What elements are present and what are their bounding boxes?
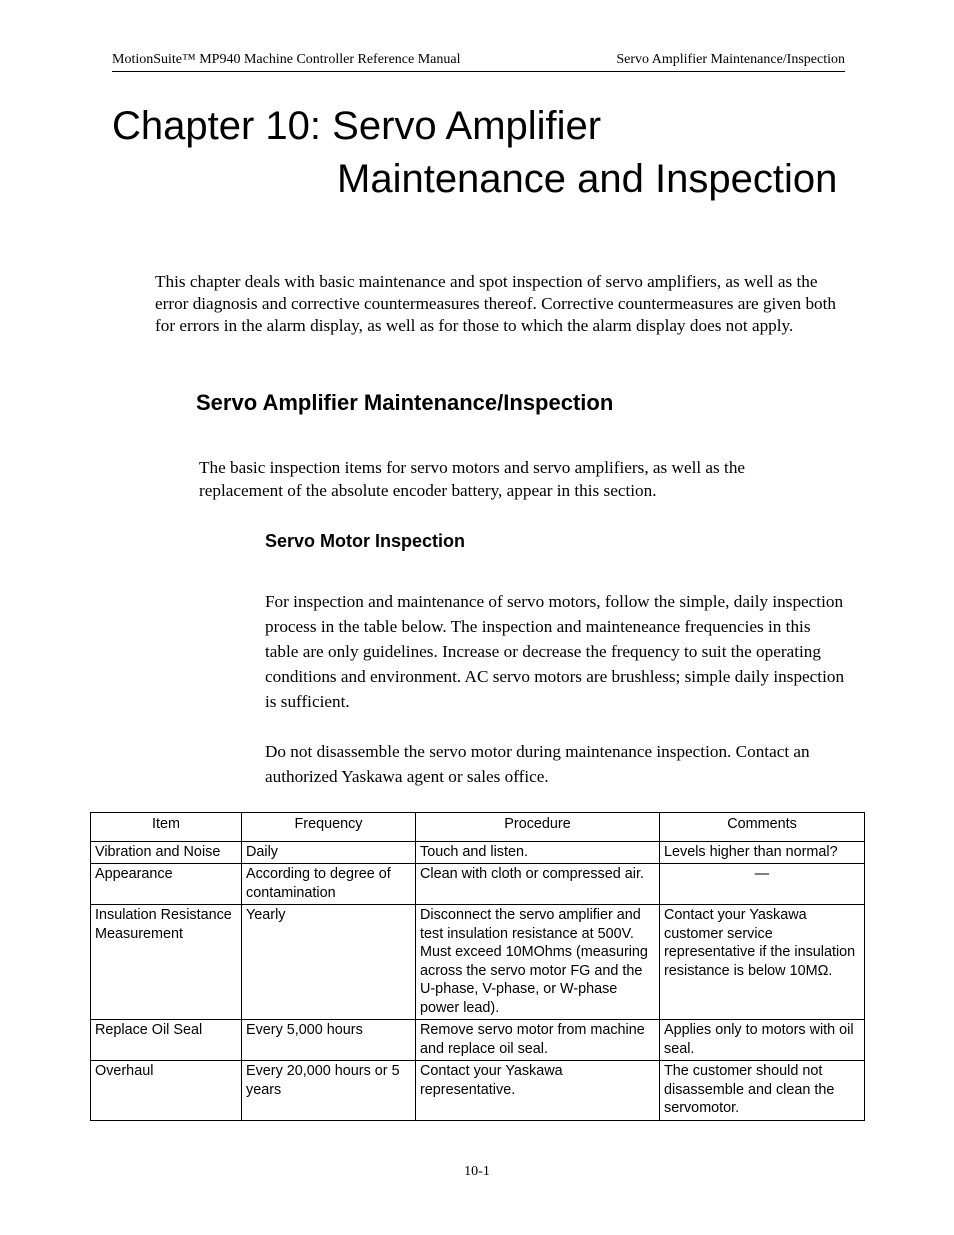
running-header bbox=[112, 52, 845, 72]
chapter-intro-paragraph: This chapter deals with basic maintenance and spot inspection of servo amplifiers, as well as the error diagnosis and corrective countermeasures thereof. Corrective countermeasures are given both for errors in the alarm display, as well as for those to which the alarm display does not apply. bbox=[155, 272, 837, 335]
table-cell: The customer should not disassemble and clean the servomotor. bbox=[660, 1061, 865, 1121]
table-row bbox=[91, 841, 865, 864]
table-cell: According to degree of contamination bbox=[242, 864, 416, 905]
column-header-procedure: Procedure bbox=[416, 813, 660, 842]
table-cell: Insulation Resistance Measurement bbox=[91, 905, 242, 1020]
table-cell: Touch and listen. bbox=[416, 841, 660, 864]
table-cell: Yearly bbox=[242, 905, 416, 1020]
table-cell: Levels higher than normal? bbox=[660, 841, 865, 864]
table-cell: Clean with cloth or compressed air. bbox=[416, 864, 660, 905]
section-header-title: Servo Amplifier Maintenance/Inspection bbox=[616, 52, 845, 67]
column-header-comments: Comments bbox=[660, 813, 865, 842]
chapter-title-line-2: Maintenance and Inspection bbox=[337, 157, 838, 201]
table-cell: Every 5,000 hours bbox=[242, 1020, 416, 1061]
table-row bbox=[91, 1061, 865, 1121]
table-cell: Replace Oil Seal bbox=[91, 1020, 242, 1061]
table-cell: Disconnect the servo amplifier and test insulation resistance at 500V. Must exceed 10MOhms (measuring across the servo motor FG and the U-phase, V-phase, or W-phase power lead). bbox=[416, 905, 660, 1020]
table-cell: Remove servo motor from machine and replace oil seal. bbox=[416, 1020, 660, 1061]
table-cell: Appearance bbox=[91, 864, 242, 905]
table-cell: Contact your Yaskawa customer service representative if the insulation resistance is below 10MΩ. bbox=[660, 905, 865, 1020]
table-cell: — bbox=[660, 864, 865, 905]
subsection-heading: Servo Motor Inspection bbox=[265, 531, 466, 551]
table-row bbox=[91, 905, 865, 1020]
table-row bbox=[91, 1020, 865, 1061]
chapter-title-line-1: Chapter 10: Servo Amplifier bbox=[112, 104, 602, 148]
table-cell: Every 20,000 hours or 5 years bbox=[242, 1061, 416, 1121]
table-cell: Overhaul bbox=[91, 1061, 242, 1121]
column-header-frequency: Frequency bbox=[242, 813, 416, 842]
table-cell: Contact your Yaskawa representative. bbox=[416, 1061, 660, 1121]
table-cell: Vibration and Noise bbox=[91, 841, 242, 864]
subsection-paragraph-1: For inspection and maintenance of servo motors, follow the simple, daily inspection process in the table below. The inspection and mainteneance frequencies in this table are only guidelines. Increase or decrease the frequency to suit the operating conditions and environment. AC servo motors are brushless; simple daily inspection is sufficient. bbox=[265, 592, 845, 711]
table-cell: Applies only to motors with oil seal. bbox=[660, 1020, 865, 1061]
page-number: 10-1 bbox=[464, 1164, 490, 1179]
table-row bbox=[91, 864, 865, 905]
subsection-paragraph-2: Do not disassemble the servo motor during maintenance inspection. Contact an authorized Yaskawa agent or sales office. bbox=[265, 742, 810, 786]
section-paragraph: The basic inspection items for servo motors and servo amplifiers, as well as the replacement of the absolute encoder battery, appear in this section. bbox=[199, 458, 746, 500]
table-header-row bbox=[91, 813, 865, 842]
section-heading: Servo Amplifier Maintenance/Inspection bbox=[196, 390, 614, 415]
servo-motor-inspection-table bbox=[90, 812, 865, 1121]
table-cell: Daily bbox=[242, 841, 416, 864]
manual-title: MotionSuite™ MP940 Machine Controller Reference Manual bbox=[112, 52, 461, 67]
column-header-item: Item bbox=[91, 813, 242, 842]
